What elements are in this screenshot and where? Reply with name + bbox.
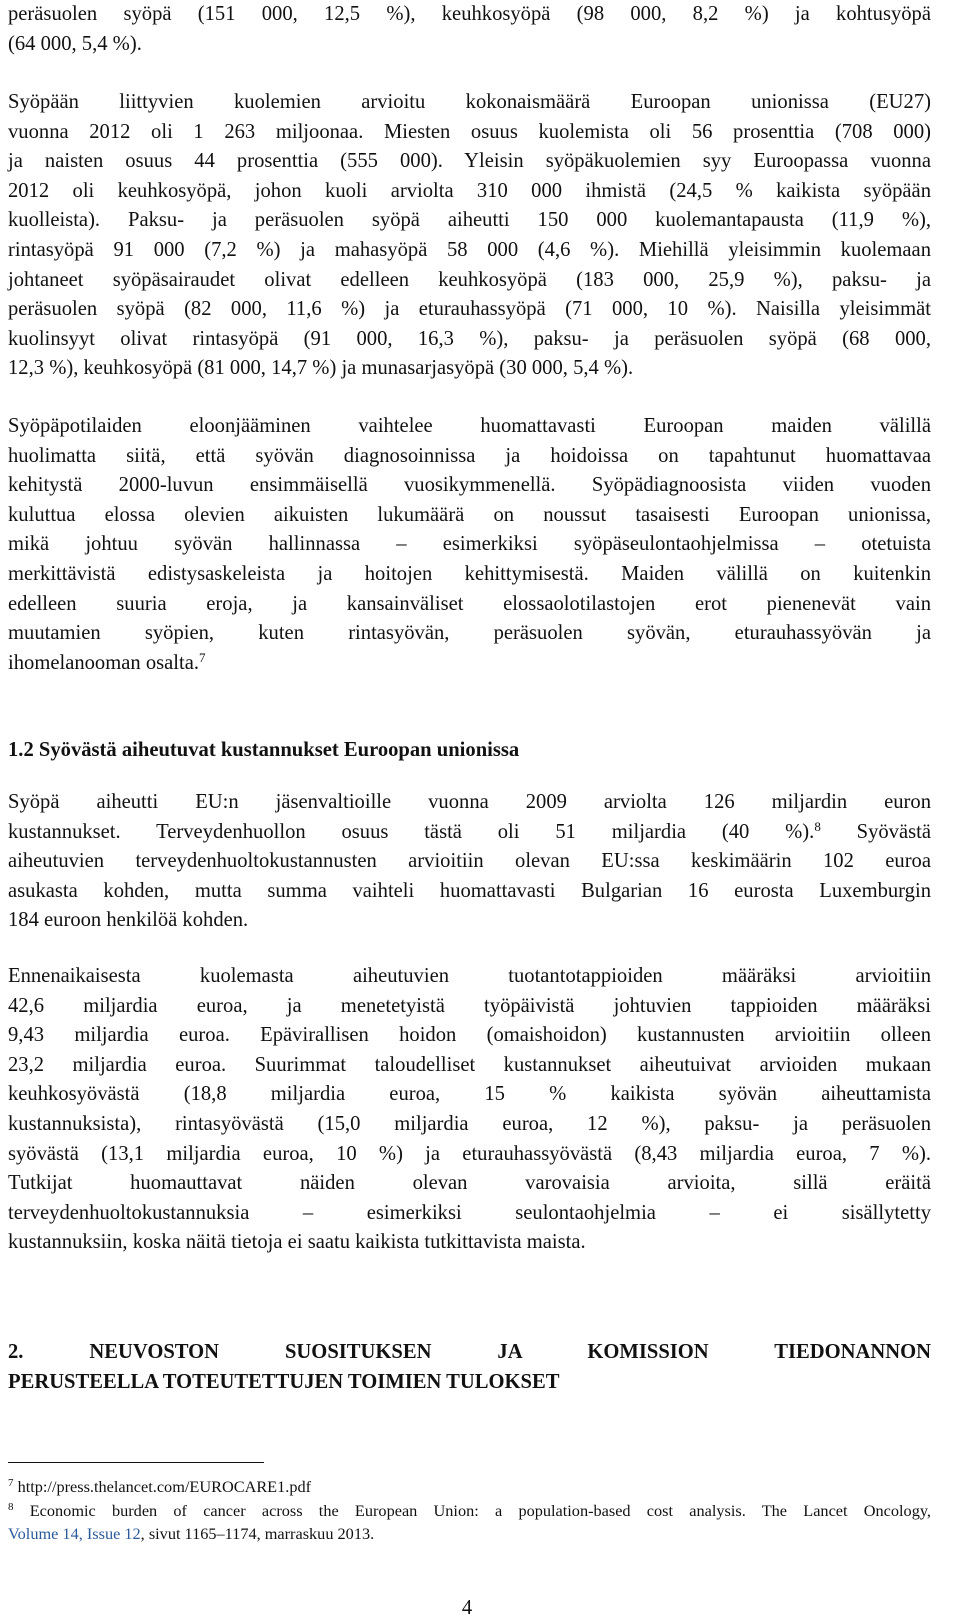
text-line: peräsuolen syöpä (151 000, 12,5 %), keuhkosyöpä (98 000, 8,2 %) ja kohtusyöpä [8, 3, 931, 25]
text-line: 184 euroon henkilöä kohden. [8, 909, 249, 932]
text-line: ja naisten osuus 44 prosenttia (555 000). Yleisin syöpäkuolemien syy Euroopassa vuonna [8, 150, 931, 173]
text-line: Tutkijat huomauttavat näiden olevan varovaisia arvioita, sillä eräitä [8, 1172, 931, 1195]
text-line: 2012 oli keuhkosyöpä, johon kuoli arviolta 310 000 ihmistä (24,5 % kaikista syöpään [8, 179, 931, 202]
paragraph-survival [8, 412, 931, 678]
footnote-ref-7[interactable]: 7 [199, 649, 206, 665]
text-line [8, 818, 931, 848]
footnote-link-volume[interactable]: Volume 14, Issue 12 [8, 1524, 141, 1543]
text-line: Syöpään liittyvien kuolemien arvioitu kokonaismäärä Euroopan unionissa (EU27) [8, 91, 931, 113]
section-heading-1-2: 1.2 Syövästä aiheutuvat kustannukset Euroopan unionissa [8, 739, 520, 761]
text-line: asukasta kohden, mutta summa vaihteli huomattavasti Bulgarian 16 eurosta Luxemburgin [8, 879, 931, 902]
paragraph-productivity-losses [8, 962, 931, 1258]
text-line: johtaneet syöpäsairaudet olivat edelleen keuhkosyöpä (183 000, 25,9 %), paksu- ja [8, 268, 931, 291]
footnote-8-line-2 [8, 1522, 931, 1545]
footnote-number: 7 [8, 1477, 14, 1489]
text-line: edelleen suuria eroja, ja kansainväliset elossaolotilastojen erot pienenevät vain [8, 592, 931, 615]
text-line: kustannuksista), rintasyövästä (15,0 miljardia euroa, 12 %), paksu- ja peräsuolen [8, 1112, 931, 1135]
text-line: 9,43 miljardia euroa. Epävirallisen hoidon (omaishoidon) kustannusten arvioitiin olleen [8, 1024, 931, 1047]
page-number: 4 [461, 1597, 473, 1619]
text-line: 23,2 miljardia euroa. Suurimmat taloudelliset kustannukset aiheutuivat arvioiden mukaan [8, 1053, 931, 1076]
text-line [8, 649, 931, 679]
text-line: 42,6 miljardia euroa, ja menetetyistä työpäivistä johtuvien tappioiden määräksi [8, 994, 931, 1017]
text-line: kehitystä 2000-luvun ensimmäisellä vuosikymmenellä. Syöpädiagnoosista viiden vuoden [8, 474, 931, 497]
text-fragment: Syövästä [820, 820, 931, 843]
footnote-8-line-1 [8, 1499, 931, 1522]
text-line: (64 000, 5,4 %). [8, 32, 142, 55]
text-line: syövästä (13,1 miljardia euroa, 10 %) ja eturauhassyövästä (8,43 miljardia euroa, 7 %). [8, 1142, 931, 1165]
heading-line: PERUSTEELLA TOTEUTETTUJEN TOIMIEN TULOKSET [8, 1370, 560, 1393]
text-line: rintasyöpä 91 000 (7,2 %) ja mahasyöpä 58 000 (4,6 %). Miehillä yleisimmin kuolemaan [8, 238, 931, 261]
text-line: huolimatta siitä, että syövän diagnosoinnissa ja hoidoissa on tapahtunut huomattavaa [8, 444, 931, 467]
heading-line: 2. NEUVOSTON SUOSITUKSEN JA KOMISSION TIEDONANNON [8, 1341, 931, 1363]
text-line: Ennenaikaisesta kuolemasta aiheutuvien tuotantotappioiden määräksi arvioitiin [8, 965, 931, 987]
section-heading-2 [8, 1338, 931, 1397]
paragraph-intro-continued [8, 0, 931, 59]
text-line: merkittävistä edistysaskeleista ja hoitojen kehittymisestä. Maiden välillä on kuitenkin [8, 562, 931, 585]
text-line: peräsuolen syöpä (82 000, 11,6 %) ja eturauhassyöpä (71 000, 10 %). Naisilla yleisimmät [8, 298, 931, 321]
text-line: 12,3 %), keuhkosyöpä (81 000, 14,7 %) ja munasarjasyöpä (30 000, 5,4 %). [8, 357, 634, 380]
footnote-7 [8, 1475, 931, 1498]
footnote-separator [8, 1462, 264, 1463]
text-line: aiheutuvien terveydenhuoltokustannusten arvioitiin olevan EU:ssa keskimäärin 102 euroa [8, 850, 931, 873]
text-line: kuolleista). Paksu- ja peräsuolen syöpä aiheutti 150 000 kuolemantapausta (11,9 %), [8, 209, 931, 232]
text-line: muutamien syöpien, kuten rintasyövän, peräsuolen syövän, eturauhassyövän ja [8, 622, 931, 645]
footnote-url[interactable]: http://press.thelancet.com/EUROCARE1.pdf [17, 1477, 312, 1496]
text-fragment: kustannukset. Terveydenhuollon osuus tästä oli 51 miljardia (40 %). [8, 820, 815, 843]
footnote-number: 8 [8, 1501, 14, 1513]
text-fragment: ihomelanooman osalta. [8, 651, 200, 674]
footnote-ref-8[interactable]: 8 [814, 818, 821, 834]
text-line: terveydenhuoltokustannuksia – esimerkiksi seulontaohjelmia – ei sisällytetty [8, 1201, 931, 1224]
text-line: Syöpäpotilaiden eloonjääminen vaihtelee huomattavasti Euroopan maiden välillä [8, 415, 931, 437]
text-line: kuluttua elossa olevien aikuisten lukumäärä on noussut tasaisesti Euroopan unionissa, [8, 503, 931, 526]
paragraph-costs [8, 788, 931, 936]
text-line: keuhkosyövästä (18,8 miljardia euroa, 15 % kaikista syövän aiheuttamista [8, 1083, 931, 1106]
text-line: kuolinsyyt olivat rintasyöpä (91 000, 16,3 %), paksu- ja peräsuolen syöpä (68 000, [8, 327, 931, 350]
text-line: kustannuksiin, koska näitä tietoja ei saatu kaikista tutkittavista maista. [8, 1231, 586, 1254]
text-line: Syöpä aiheutti EU:n jäsenvaltioille vuonna 2009 arviolta 126 miljardin euron [8, 791, 931, 813]
paragraph-cancer-deaths [8, 88, 931, 384]
text-line: vuonna 2012 oli 1 263 miljoonaa. Miesten osuus kuolemista oli 56 prosenttia (708 000) [8, 120, 931, 143]
text-line: mikä johtuu syövän hallinnassa – esimerkiksi syöpäseulontaohjelmissa – otetuista [8, 533, 931, 556]
footnote-text: , sivut 1165–1174, marraskuu 2013. [140, 1524, 375, 1543]
footnote-text: Economic burden of cancer across the European Union: a population-based cost analysis. The Lancet Oncology, [29, 1501, 931, 1520]
